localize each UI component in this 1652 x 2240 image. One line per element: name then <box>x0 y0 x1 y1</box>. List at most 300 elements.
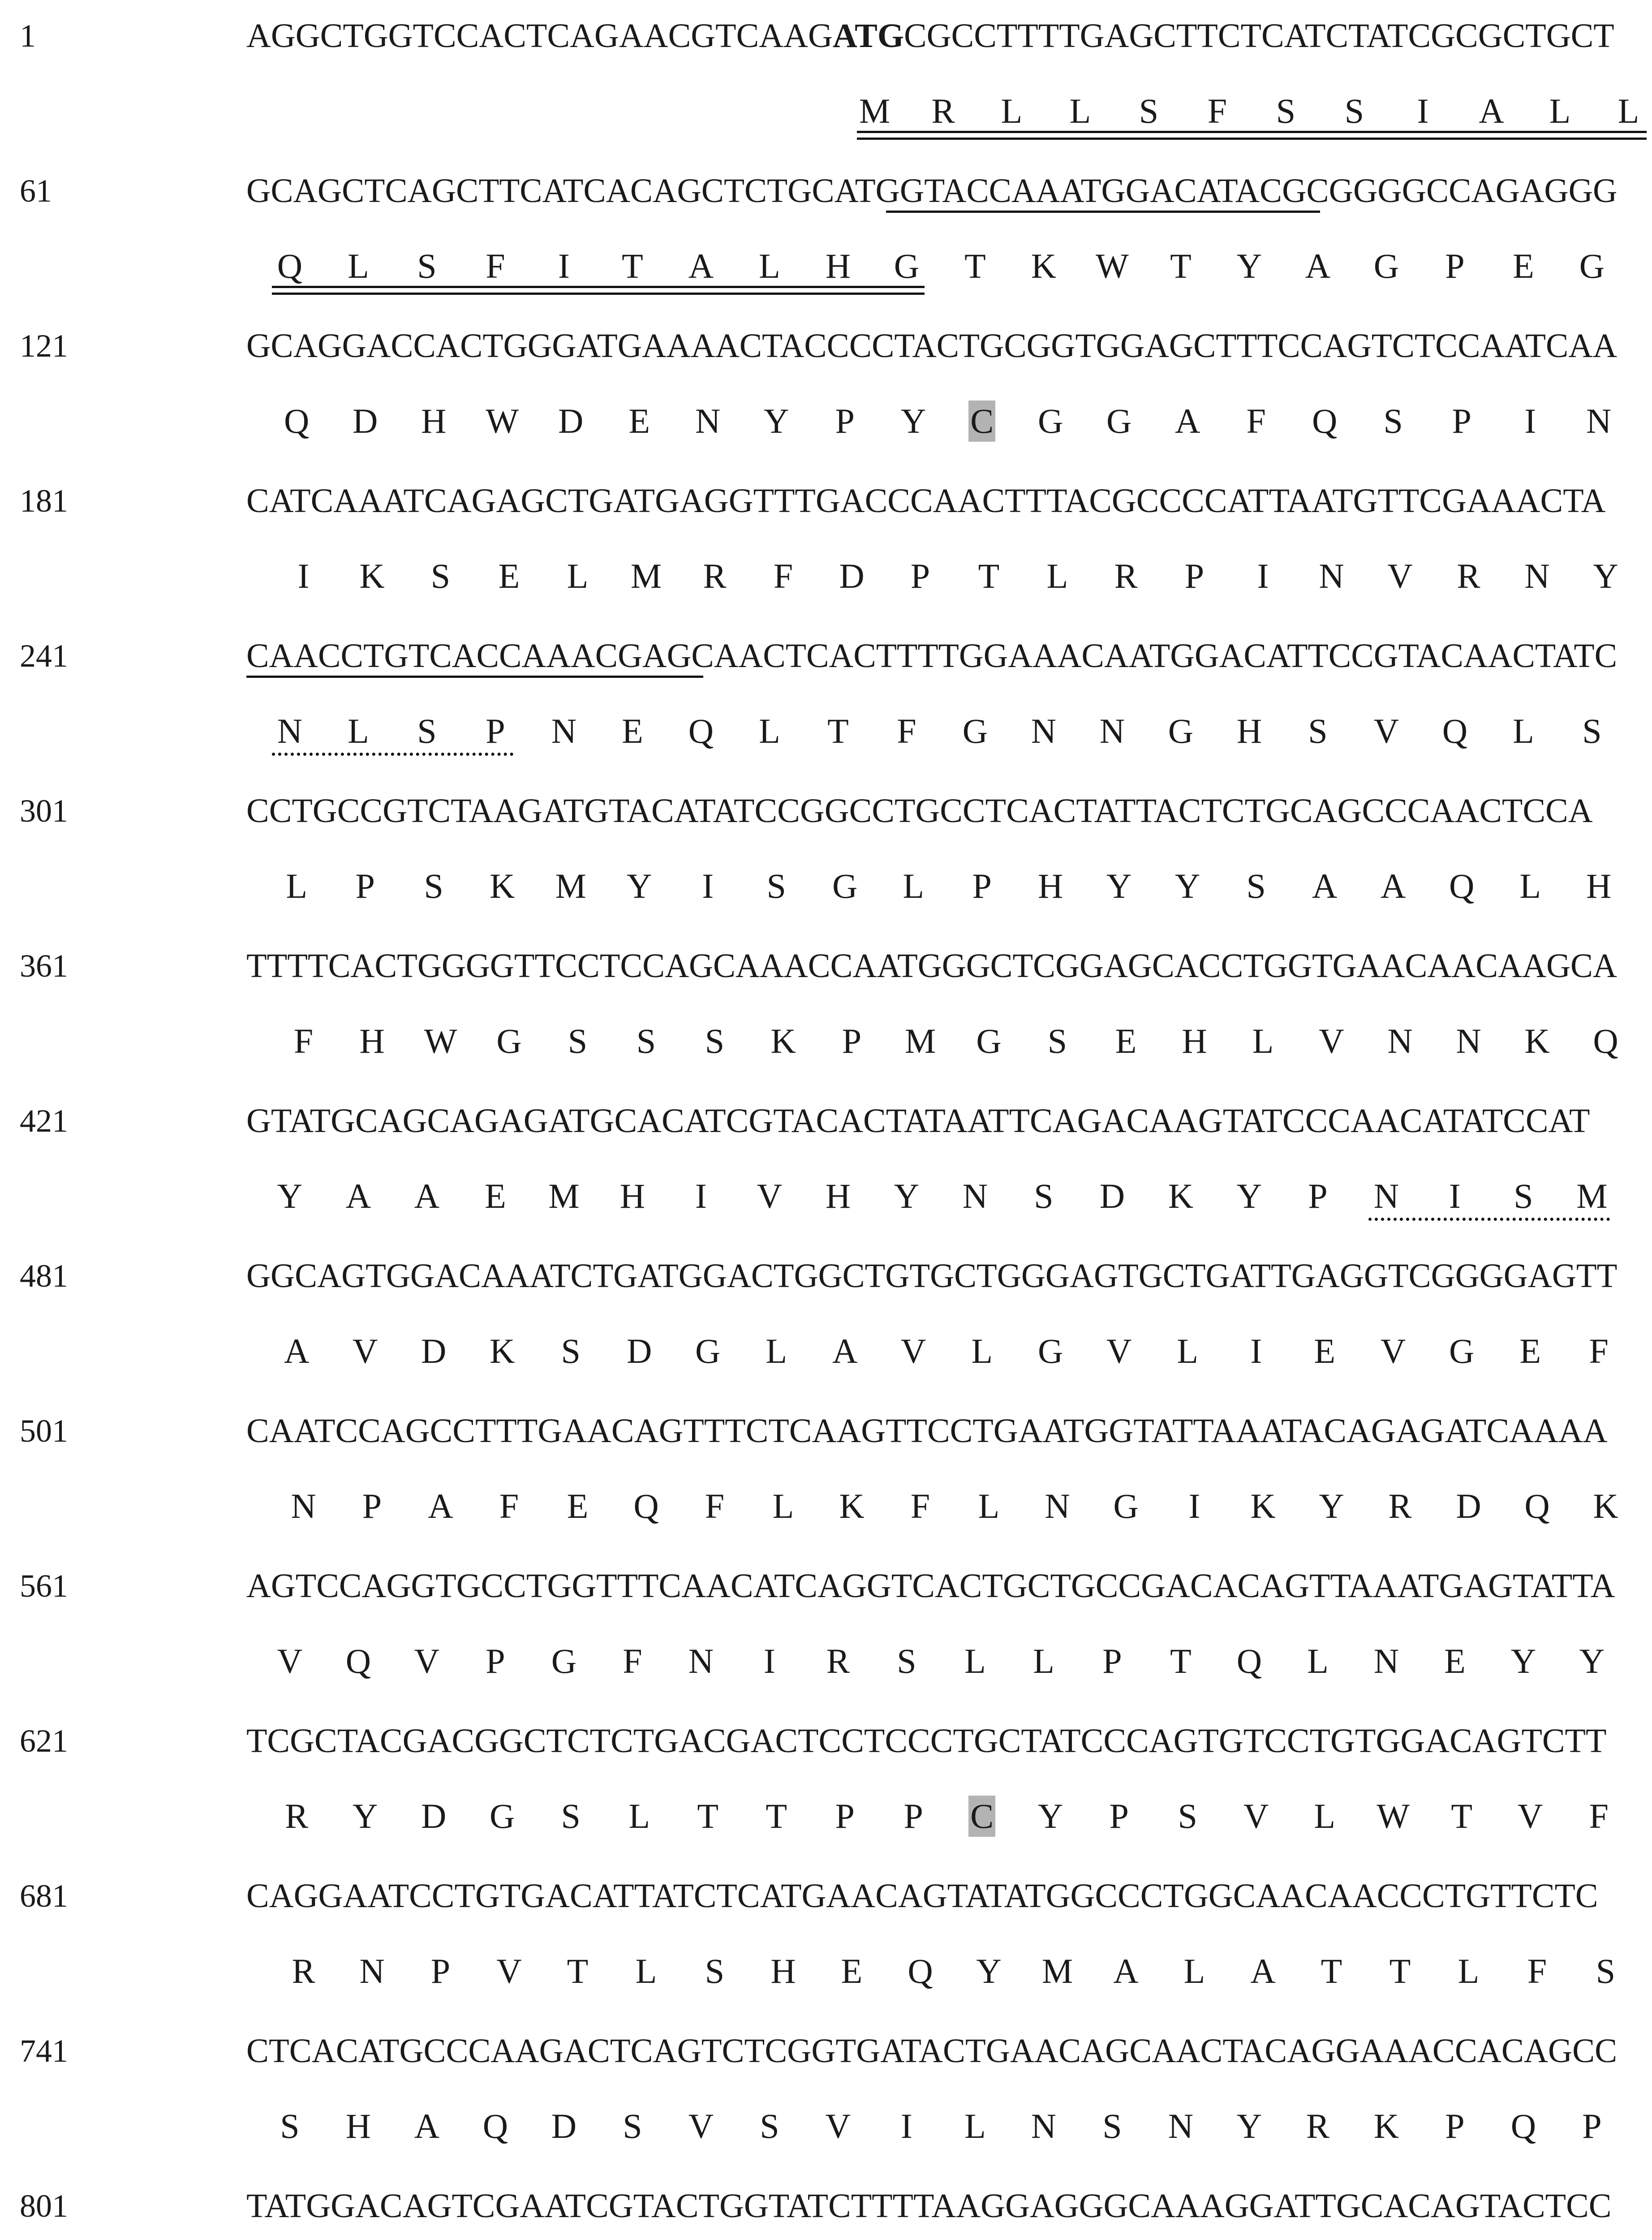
nucleotide-sequence: AGTCCAGGTGCCTGGTTTCAACATCAGGTCACTGCTGCCGACACAGTTAAATGAGTATTA <box>246 1567 1615 1605</box>
sequence-row <box>0 1254 1652 1409</box>
amino-acid: Y <box>1510 1641 1536 1680</box>
amino-acid: R <box>1457 556 1480 595</box>
amino-acid: I <box>695 1176 707 1215</box>
amino-acid: T <box>827 711 849 750</box>
sequence-row <box>0 1409 1652 1564</box>
amino-acid: T <box>622 246 643 285</box>
amino-acid: F <box>293 1021 314 1060</box>
sequence-row <box>0 1098 1652 1254</box>
amino-acid: S <box>568 1021 588 1060</box>
amino-acid: L <box>1458 1951 1480 1990</box>
amino-acid: H <box>345 2106 371 2145</box>
amino-acid: Q <box>345 1641 371 1680</box>
amino-acid: A <box>345 1176 371 1215</box>
sequence-row <box>0 943 1652 1098</box>
amino-acid: Y <box>1236 1176 1262 1215</box>
start-codon: ATG <box>832 17 904 55</box>
amino-acid: Q <box>1449 866 1475 905</box>
amino-acid: N <box>291 1486 316 1525</box>
amino-acid: V <box>1518 1796 1543 1835</box>
primer-underline <box>886 211 1320 213</box>
amino-acid: N <box>1045 1486 1070 1525</box>
nucleotide-sequence: TCGCTACGACGGCTCTCTGACGACTCCTCCCTGCTATCCCAGTGTCCTGTGGACAGTCTT <box>246 1722 1607 1760</box>
amino-acid: M <box>555 866 586 905</box>
amino-acid: C <box>970 1796 994 1835</box>
position-number: 621 <box>20 1723 68 1759</box>
amino-acid: F <box>910 1486 930 1525</box>
position-number: 681 <box>20 1878 68 1914</box>
amino-acid: S <box>705 1021 725 1060</box>
amino-acid: T <box>1170 246 1192 285</box>
sequence-row <box>0 633 1652 788</box>
amino-acid: F <box>623 1641 642 1680</box>
amino-acid: F <box>1527 1951 1547 1990</box>
amino-acid: E <box>1444 1641 1466 1680</box>
amino-acid: H <box>359 1021 385 1060</box>
amino-acid: S <box>1308 711 1328 750</box>
amino-acid: V <box>1106 1331 1132 1370</box>
amino-acid: G <box>894 246 920 285</box>
amino-acid: Q <box>688 711 714 750</box>
amino-acid: H <box>1236 711 1262 750</box>
amino-acid: R <box>1306 2106 1329 2145</box>
amino-acid: D <box>353 401 378 440</box>
amino-acid: S <box>417 711 437 750</box>
amino-acid: S <box>1034 1176 1054 1215</box>
sequence-row <box>0 2029 1652 2184</box>
amino-acid: L <box>978 1486 1000 1525</box>
amino-acid: S <box>766 866 786 905</box>
amino-acid: G <box>1106 401 1132 440</box>
amino-acid: D <box>627 1331 652 1370</box>
amino-acid: N <box>1586 401 1612 440</box>
sequence-row <box>0 1874 1652 2029</box>
amino-acid: A <box>688 246 714 285</box>
amino-acid: P <box>842 1021 862 1060</box>
amino-acid: N <box>1387 1021 1413 1060</box>
amino-acid: N <box>1524 556 1550 595</box>
amino-acid: N <box>1168 2106 1194 2145</box>
amino-acid: V <box>901 1331 926 1370</box>
amino-acid: N <box>277 711 303 750</box>
amino-acid: P <box>355 866 375 905</box>
position-number: 481 <box>20 1258 68 1294</box>
amino-acid: K <box>1031 246 1057 285</box>
amino-acid: L <box>1519 866 1541 905</box>
nucleotide-sequence: TATGGACAGTCGAATCGTACTGGTATCTTTTAAGGAGGGCAAAGGATTGCACAGTACTCC <box>246 2187 1612 2225</box>
amino-acid: K <box>359 556 385 595</box>
amino-acid: L <box>1183 1951 1205 1990</box>
amino-acid: V <box>414 1641 440 1680</box>
amino-acid: E <box>485 1176 506 1215</box>
amino-acid: G <box>1168 711 1194 750</box>
amino-acid: V <box>825 2106 851 2145</box>
amino-acid: N <box>1099 711 1125 750</box>
amino-acid: A <box>414 2106 440 2145</box>
position-number: 801 <box>20 2188 68 2224</box>
sequence-row <box>0 788 1652 943</box>
amino-acid: K <box>839 1486 865 1525</box>
amino-acid: T <box>567 1951 589 1990</box>
amino-acid: L <box>964 2106 986 2145</box>
sequence-row <box>0 13 1652 168</box>
amino-acid: N <box>695 401 721 440</box>
amino-acid: Q <box>908 1951 933 1990</box>
amino-acid: I <box>900 2106 912 2145</box>
amino-acid: A <box>1479 91 1504 130</box>
amino-acid: S <box>1344 91 1364 130</box>
position-number: 61 <box>20 173 52 209</box>
amino-acid: L <box>1033 1641 1054 1680</box>
position-number: 501 <box>20 1413 68 1449</box>
amino-acid: F <box>773 556 793 595</box>
amino-acid: S <box>1582 711 1602 750</box>
amino-acid: Q <box>1510 2106 1536 2145</box>
amino-acid: S <box>430 556 451 595</box>
amino-acid: S <box>1102 2106 1122 2145</box>
amino-acid: G <box>1038 1331 1063 1370</box>
amino-acid: R <box>292 1951 315 1990</box>
amino-acid: P <box>835 1796 855 1835</box>
signal-peptide-underline <box>272 286 925 295</box>
amino-acid: S <box>1246 866 1266 905</box>
amino-acid: R <box>931 91 955 130</box>
amino-acid: F <box>1246 401 1266 440</box>
amino-acid: Y <box>1106 866 1132 905</box>
amino-acid: V <box>1387 556 1413 595</box>
amino-acid: R <box>703 556 727 595</box>
amino-acid: P <box>362 1486 382 1525</box>
amino-acid: Q <box>482 2106 508 2145</box>
sequence-row <box>0 1719 1652 1874</box>
sequence-row <box>0 168 1652 323</box>
nucleotide-sequence: CCTGCCGTCTAAGATGTACATATCCGGCCTGCCTCACTATTACTCTGCAGCCCAACTCCA <box>246 792 1593 830</box>
position-number: 1 <box>20 18 36 54</box>
amino-acid: E <box>1115 1021 1137 1060</box>
amino-acid: L <box>964 1641 986 1680</box>
amino-acid: S <box>897 1641 916 1680</box>
amino-acid: T <box>697 1796 719 1835</box>
amino-acid: A <box>414 1176 440 1215</box>
amino-acid: E <box>1513 246 1534 285</box>
amino-acid: D <box>558 401 584 440</box>
amino-acid: P <box>486 711 505 750</box>
amino-acid: P <box>1109 1796 1129 1835</box>
amino-acid: A <box>1381 866 1406 905</box>
amino-acid: M <box>1041 1951 1073 1990</box>
amino-acid: N <box>1373 1176 1399 1215</box>
amino-acid: S <box>636 1021 656 1060</box>
amino-acid: Y <box>353 1796 378 1835</box>
amino-acid: F <box>1589 1796 1609 1835</box>
amino-acid: D <box>839 556 865 595</box>
amino-acid: I <box>763 1641 775 1680</box>
amino-acid: L <box>1177 1331 1199 1370</box>
amino-acid: N <box>962 1176 988 1215</box>
amino-acid: A <box>1312 866 1338 905</box>
amino-acid: L <box>286 866 308 905</box>
amino-acid: S <box>561 1331 581 1370</box>
amino-acid: F <box>486 246 505 285</box>
amino-acid: V <box>1319 1021 1344 1060</box>
amino-acid: H <box>825 246 851 285</box>
amino-acid: Q <box>633 1486 659 1525</box>
amino-acid: H <box>620 1176 645 1215</box>
amino-acid: S <box>424 866 443 905</box>
amino-acid: W <box>1377 1796 1410 1835</box>
amino-acid: P <box>430 1951 451 1990</box>
nucleotide-sequence: CAACCTGTCACCAAACGAGCAACTCACTTTTGGAAACAATGGACATTCCGTACAACTATC <box>246 637 1618 675</box>
amino-acid: N <box>1031 2106 1057 2145</box>
nucleotide-sequence: TTTTCACTGGGGTTCCTCCAGCAAACCAATGGGCTCGGAGCACCTGGTGAACAACAAGCA <box>246 947 1617 985</box>
amino-acid: Y <box>1236 2106 1262 2145</box>
amino-acid: G <box>1373 246 1399 285</box>
amino-acid: F <box>705 1486 725 1525</box>
nucleotide-sequence: GGCAGTGGACAAATCTGATGGACTGGCTGTGCTGGGAGTGCTGATTGAGGTCGGGGAGTT <box>246 1257 1618 1295</box>
amino-acid: L <box>1549 91 1571 130</box>
nucleotide-sequence: CTCACATGCCCAAGACTCAGTCTCGGTGATACTGAACAGCAACTACAGGAAACCACAGCC <box>246 2032 1618 2070</box>
amino-acid: T <box>1389 1951 1411 1990</box>
position-number: 121 <box>20 328 68 364</box>
amino-acid: Q <box>277 246 303 285</box>
amino-acid: S <box>1047 1021 1067 1060</box>
amino-acid: E <box>1314 1331 1336 1370</box>
amino-acid: G <box>551 1641 577 1680</box>
amino-acid: S <box>1276 91 1296 130</box>
amino-acid: V <box>688 2106 714 2145</box>
amino-acid: V <box>1373 711 1399 750</box>
amino-acid: Y <box>894 1176 920 1215</box>
amino-acid: T <box>964 246 986 285</box>
amino-acid: W <box>424 1021 457 1060</box>
amino-acid: S <box>623 2106 642 2145</box>
amino-acid: I <box>1449 1176 1461 1215</box>
amino-acid: R <box>285 1796 309 1835</box>
amino-acid: K <box>1168 1176 1194 1215</box>
amino-acid: A <box>1250 1951 1276 1990</box>
amino-acid: K <box>770 1021 796 1060</box>
amino-acid: T <box>1451 1796 1473 1835</box>
amino-acid: N <box>1319 556 1344 595</box>
nucleotide-sequence: CATCAAATCAGAGCTGATGAGGTTTGACCCAACTTTACGCCCCATTAATGTTCGAAACTA <box>246 482 1606 520</box>
amino-acid: I <box>1524 401 1536 440</box>
amino-acid: G <box>1449 1331 1475 1370</box>
amino-acid: D <box>1456 1486 1481 1525</box>
amino-acid: Y <box>1319 1486 1344 1525</box>
amino-acid: Y <box>1593 556 1618 595</box>
amino-acid: N <box>1456 1021 1481 1060</box>
amino-acid: E <box>1519 1331 1541 1370</box>
amino-acid: D <box>421 1796 447 1835</box>
position-number: 561 <box>20 1568 68 1604</box>
amino-acid: G <box>1038 401 1063 440</box>
amino-acid: S <box>1514 1176 1533 1215</box>
amino-acid: G <box>496 1021 522 1060</box>
amino-acid: V <box>1381 1331 1406 1370</box>
amino-acid: P <box>1445 246 1465 285</box>
amino-acid: L <box>1513 711 1534 750</box>
amino-acid: M <box>1576 1176 1608 1215</box>
amino-acid: H <box>1586 866 1612 905</box>
amino-acid: Q <box>1593 1021 1618 1060</box>
amino-acid: L <box>1069 91 1091 130</box>
amino-acid: S <box>1139 91 1159 130</box>
amino-acid: R <box>826 1641 850 1680</box>
amino-acid: K <box>1593 1486 1618 1525</box>
amino-acid: V <box>1243 1796 1269 1835</box>
amino-acid: K <box>1250 1486 1276 1525</box>
amino-acid: H <box>1182 1021 1207 1060</box>
position-number: 741 <box>20 2033 68 2069</box>
amino-acid: L <box>766 1331 787 1370</box>
amino-acid: S <box>1596 1951 1616 1990</box>
amino-acid: L <box>635 1951 657 1990</box>
amino-acid: S <box>417 246 437 285</box>
amino-acid: Q <box>284 401 310 440</box>
amino-acid: S <box>760 2106 779 2145</box>
amino-acid: Y <box>277 1176 303 1215</box>
amino-acid: Y <box>764 401 789 440</box>
nucleotide-sequence: GTATGCAGCAGAGATGCACATCGTACACTATAATTCAGACAAGTATCCCAACATATCCAT <box>246 1102 1590 1140</box>
amino-acid: L <box>772 1486 794 1525</box>
amino-acid: H <box>770 1951 796 1990</box>
amino-acid: L <box>1001 91 1023 130</box>
amino-acid: K <box>490 1331 515 1370</box>
amino-acid: Q <box>1442 711 1468 750</box>
amino-acid: G <box>1113 1486 1139 1525</box>
position-number: 241 <box>20 638 68 674</box>
position-number: 181 <box>20 483 68 519</box>
amino-acid: L <box>1307 1641 1329 1680</box>
amino-acid: N <box>359 1951 385 1990</box>
amino-acid: L <box>1046 556 1068 595</box>
amino-acid: W <box>486 401 519 440</box>
nucleotide-sequence: CAATCCAGCCTTTGAACAGTTTCTCAAGTTCCTGAATGGTATTAAATACAGAGATCAAAA <box>246 1412 1608 1450</box>
amino-acid: H <box>825 1176 851 1215</box>
amino-acid: N <box>551 711 577 750</box>
amino-acid: H <box>1038 866 1063 905</box>
amino-acid: P <box>486 1641 505 1680</box>
amino-acid: P <box>1184 556 1205 595</box>
amino-acid: S <box>1178 1796 1197 1835</box>
amino-acid: C <box>970 401 994 440</box>
amino-acid: G <box>962 711 988 750</box>
amino-acid: Y <box>1579 1641 1605 1680</box>
amino-acid: F <box>897 711 916 750</box>
amino-acid: V <box>353 1331 378 1370</box>
amino-acid: G <box>490 1796 515 1835</box>
amino-acid: Y <box>1038 1796 1063 1835</box>
sequence-row <box>0 1564 1652 1719</box>
amino-acid: P <box>910 556 930 595</box>
amino-acid: S <box>705 1951 725 1990</box>
amino-acid: S <box>280 2106 300 2145</box>
amino-acid: S <box>1383 401 1403 440</box>
amino-acid: D <box>551 2106 577 2145</box>
amino-acid: W <box>1096 246 1129 285</box>
amino-acid: Q <box>1312 401 1338 440</box>
amino-acid: P <box>1582 2106 1602 2145</box>
amino-acid: S <box>561 1796 581 1835</box>
amino-acid: I <box>558 246 570 285</box>
amino-acid: M <box>904 1021 936 1060</box>
amino-acid: P <box>1308 1176 1328 1215</box>
amino-acid: Y <box>1175 866 1200 905</box>
amino-acid: E <box>622 711 643 750</box>
amino-acid: M <box>630 556 662 595</box>
amino-acid: T <box>1321 1951 1342 1990</box>
amino-acid: F <box>499 1486 519 1525</box>
position-number: 301 <box>20 793 68 829</box>
amino-acid: G <box>695 1331 721 1370</box>
amino-acid: M <box>548 1176 580 1215</box>
amino-acid: I <box>1250 1331 1262 1370</box>
amino-acid: A <box>1175 401 1200 440</box>
amino-acid: P <box>903 1796 923 1835</box>
amino-acid: L <box>759 246 780 285</box>
amino-acid: Q <box>1236 1641 1262 1680</box>
amino-acid: L <box>348 711 369 750</box>
amino-acid: F <box>1207 91 1227 130</box>
amino-acid: L <box>348 246 369 285</box>
amino-acid: E <box>841 1951 863 1990</box>
amino-acid: P <box>972 866 992 905</box>
glycosylation-site-underline <box>272 753 513 756</box>
amino-acid: L <box>1252 1021 1274 1060</box>
amino-acid: G <box>976 1021 1002 1060</box>
amino-acid: K <box>1373 2106 1399 2145</box>
amino-acid: V <box>757 1176 783 1215</box>
amino-acid: P <box>1445 2106 1465 2145</box>
amino-acid: N <box>1031 711 1057 750</box>
nucleotide-sequence: GCAGCTCAGCTTCATCACAGCTCTGCATGGTACCAAATGGACATACGCGGGGCCAGAGGG <box>246 172 1618 210</box>
amino-acid: L <box>971 1331 993 1370</box>
amino-acid: V <box>277 1641 303 1680</box>
amino-acid: M <box>859 91 891 130</box>
amino-acid: L <box>1314 1796 1336 1835</box>
amino-acid: Q <box>1524 1486 1550 1525</box>
signal-peptide-underline <box>857 131 1647 140</box>
amino-acid: E <box>567 1486 589 1525</box>
position-number: 361 <box>20 948 68 984</box>
amino-acid: A <box>1305 246 1331 285</box>
amino-acid: A <box>832 1331 858 1370</box>
amino-acid: T <box>978 556 1000 595</box>
amino-acid: L <box>1618 91 1639 130</box>
amino-acid: L <box>567 556 589 595</box>
amino-acid: R <box>1388 1486 1412 1525</box>
sequence-row <box>0 478 1652 633</box>
amino-acid: K <box>490 866 515 905</box>
amino-acid: E <box>498 556 520 595</box>
amino-acid: P <box>1452 401 1471 440</box>
amino-acid: A <box>1113 1951 1139 1990</box>
amino-acid: L <box>759 711 780 750</box>
amino-acid: N <box>688 1641 714 1680</box>
amino-acid: R <box>1114 556 1138 595</box>
amino-acid: E <box>628 401 650 440</box>
amino-acid: L <box>628 1796 650 1835</box>
amino-acid: Y <box>901 401 926 440</box>
amino-acid: I <box>1417 91 1429 130</box>
position-number: 421 <box>20 1103 68 1139</box>
amino-acid: I <box>297 556 310 595</box>
amino-acid: T <box>766 1796 787 1835</box>
nucleotide-sequence: AGGCTGGTCCACTCAGAACGTCAAGATGCGCCTTTTGAGCTTCTCATCTATCGCGCTGCT <box>246 17 1614 55</box>
amino-acid: G <box>1579 246 1605 285</box>
amino-acid: Y <box>1236 246 1262 285</box>
amino-acid: G <box>832 866 858 905</box>
